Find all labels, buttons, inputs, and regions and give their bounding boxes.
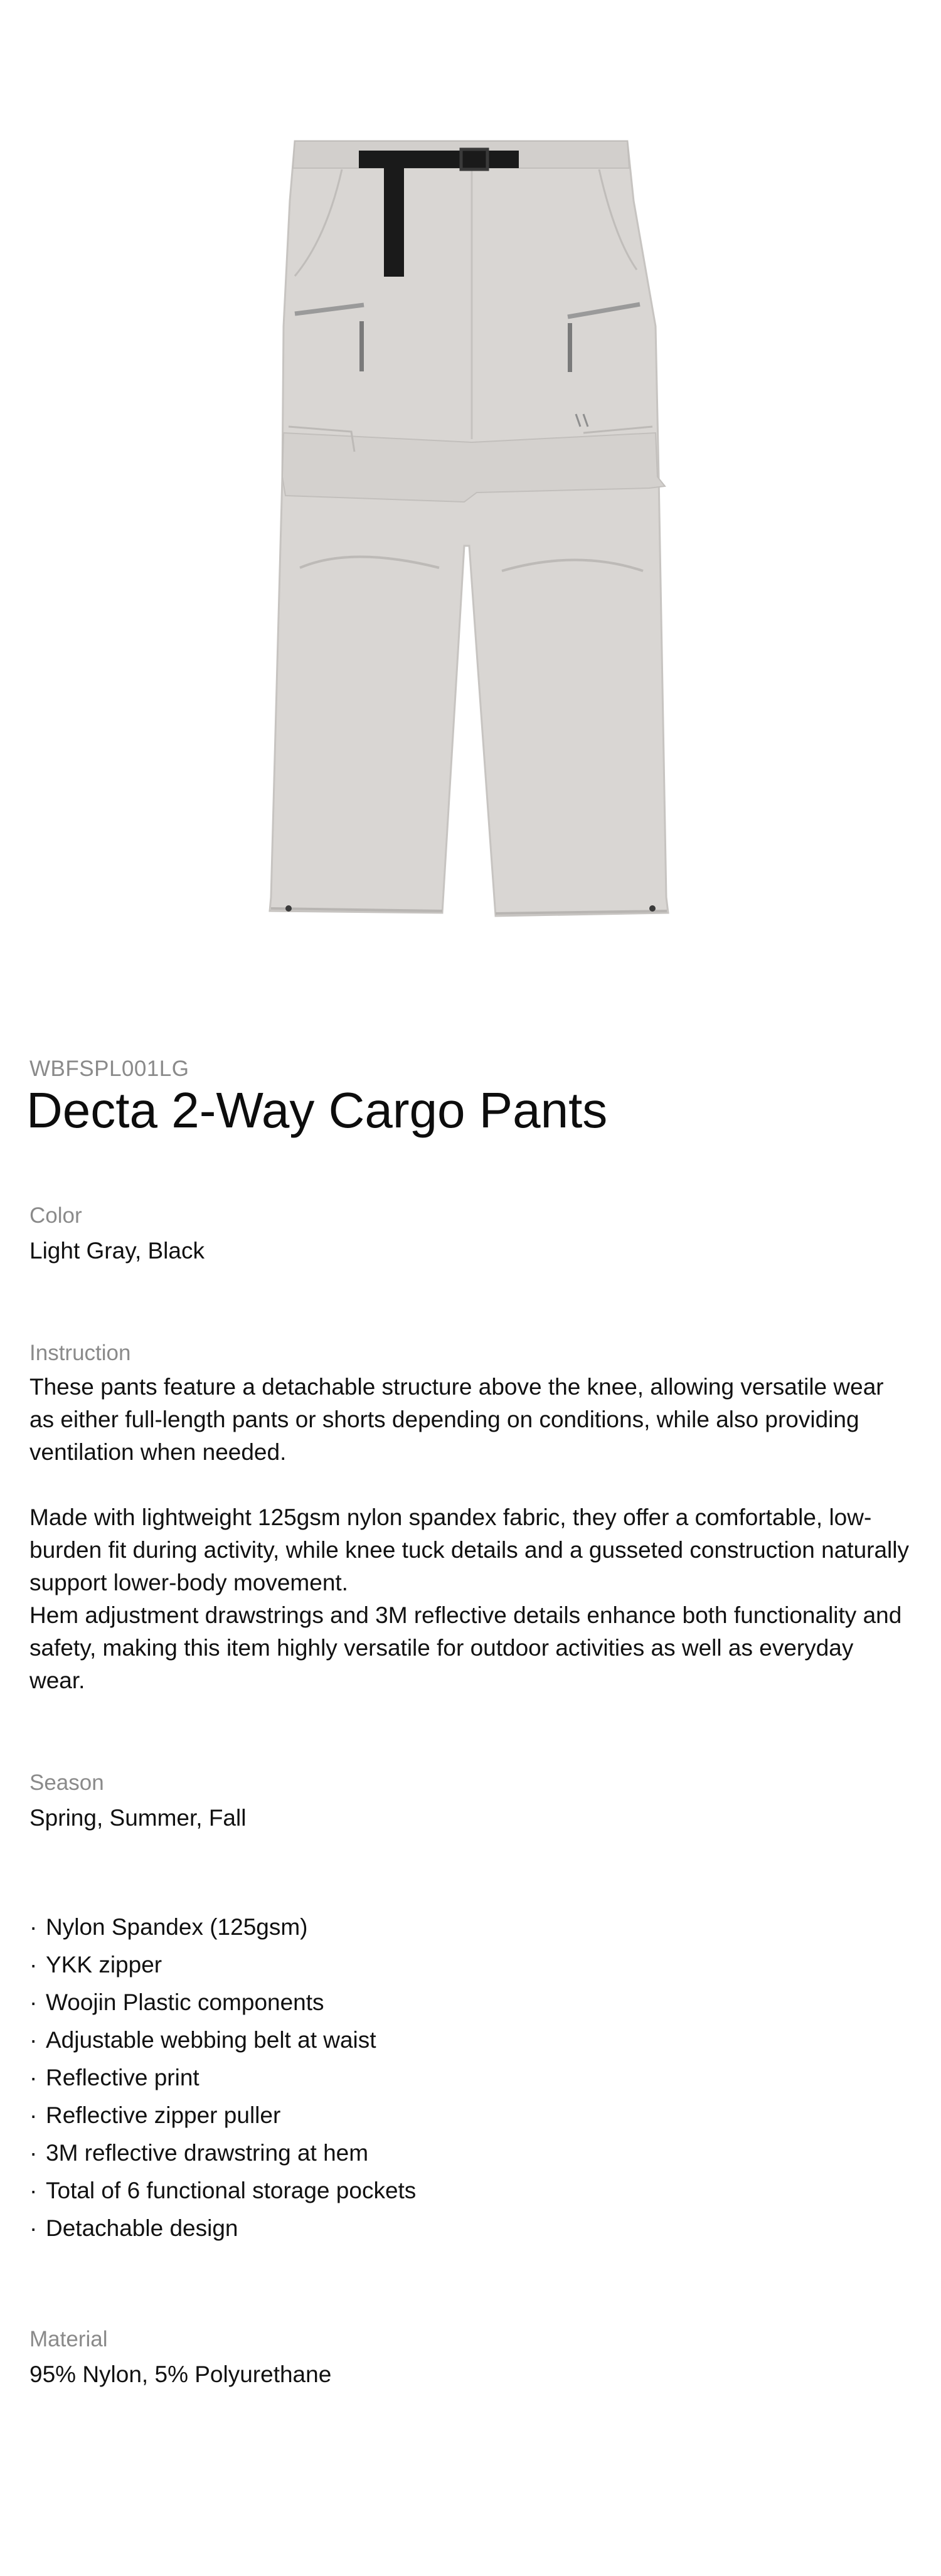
list-item — [29, 2172, 914, 2210]
feature-text: Woojin Plastic components — [46, 1989, 324, 2015]
instruction-paragraph: Made with lightweight 125gsm nylon spandex fabric, they offer a comfortable, low-burden fit during activity, while knee tuck details and a gusseted construction naturally support lower-body movement. — [29, 1504, 909, 1595]
color-value: Light Gray, Black — [29, 1238, 205, 1264]
feature-text: YKK zipper — [46, 1952, 162, 1977]
material-value: 95% Nylon, 5% Polyurethane — [29, 2361, 332, 2387]
bullet-icon: · — [29, 1989, 38, 2015]
cargo-pants-icon — [0, 0, 941, 991]
instruction-label: Instruction — [29, 1341, 131, 1365]
feature-text: Reflective print — [46, 2065, 199, 2090]
features-section — [29, 1908, 914, 2247]
bullet-icon: · — [29, 2065, 38, 2090]
feature-text: Adjustable webbing belt at waist — [46, 2027, 376, 2053]
list-item — [29, 1908, 914, 1946]
product-title: Decta 2-Way Cargo Pants — [26, 1082, 608, 1138]
list-item — [29, 1946, 914, 1984]
feature-list — [29, 1908, 914, 2247]
feature-text: Reflective zipper puller — [46, 2102, 281, 2128]
season-section — [29, 1769, 914, 1834]
bullet-icon: · — [29, 2140, 38, 2166]
season-label: Season — [29, 1770, 104, 1795]
color-label: Color — [29, 1203, 82, 1228]
feature-text: 3M reflective drawstring at hem — [46, 2140, 369, 2166]
bullet-icon: · — [29, 2215, 38, 2241]
list-item — [29, 2097, 914, 2134]
product-details — [26, 1055, 914, 2391]
color-section — [29, 1202, 914, 1267]
list-item — [29, 2021, 914, 2059]
feature-text: Total of 6 functional storage pockets — [46, 2178, 417, 2203]
bullet-icon: · — [29, 2102, 38, 2128]
feature-text: Detachable design — [46, 2215, 238, 2241]
instruction-paragraph: Hem adjustment drawstrings and 3M reflective details enhance both functionality and safety, making this item highly versatile for outdoor activities as well as everyday wear. — [29, 1602, 902, 1693]
list-item — [29, 2134, 914, 2172]
material-section — [29, 2326, 914, 2391]
feature-text: Nylon Spandex (125gsm) — [46, 1914, 308, 1940]
season-value: Spring, Summer, Fall — [29, 1805, 247, 1831]
bullet-icon: · — [29, 1952, 38, 1977]
list-item — [29, 2210, 914, 2247]
material-label: Material — [29, 2327, 108, 2351]
bullet-icon: · — [29, 2027, 38, 2053]
product-code: WBFSPL001LG — [29, 1056, 189, 1081]
list-item — [29, 2059, 914, 2097]
instruction-paragraph: These pants feature a detachable structure above the knee, allowing versatile wear as either full-length pants or shorts depending on conditions, while also providing ventilation when needed. — [29, 1374, 884, 1465]
bullet-icon: · — [29, 2178, 38, 2203]
instruction-section — [29, 1339, 914, 1697]
list-item — [29, 1984, 914, 2021]
product-image — [0, 0, 941, 991]
bullet-icon: · — [29, 1914, 38, 1940]
